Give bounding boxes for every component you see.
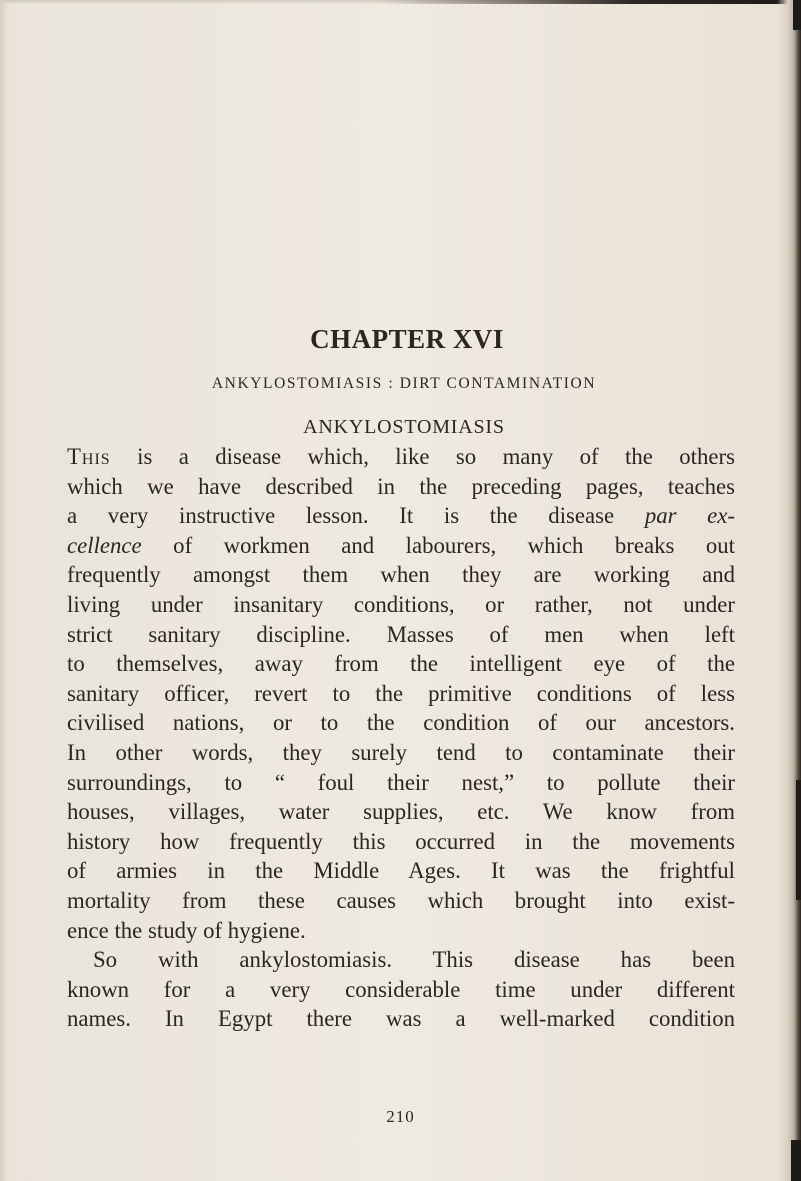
italic-phrase: par ex-: [644, 503, 736, 529]
text-line: mortality from these causes which brought into exist-: [67, 887, 735, 913]
text-line: In other words, they surely tend to contaminate their: [67, 739, 735, 765]
text-line: known for a very considerable time under different: [67, 976, 735, 1002]
text-line: which we have described in the preceding pages, teaches: [67, 473, 735, 499]
page-content: [67, 318, 735, 1034]
text-line: ence the study of hygiene.: [67, 917, 306, 943]
text-line: houses, villages, water supplies, etc. We know from: [67, 799, 735, 825]
page-number: 210: [386, 1107, 415, 1126]
text-line: sanitary officer, revert to the primitive conditions of less: [67, 680, 735, 706]
page-edge-mark: [796, 780, 801, 900]
body-paragraph: [67, 442, 735, 1034]
line-text: a very instructive lesson. It is the disease: [67, 503, 645, 529]
page-edge-mark: [793, 0, 801, 30]
chapter-title: CHAPTER XVI: [310, 324, 504, 354]
text-line: history how frequently this occurred in the movements: [67, 828, 735, 854]
page-edge-mark: [791, 1140, 801, 1181]
line-text: is a disease which, like so many of the others: [110, 444, 735, 469]
text-line: strict sanitary discipline. Masses of men when left: [67, 621, 735, 647]
text-line: civilised nations, or to the condition of our ancestors.: [67, 710, 735, 736]
text-line: [67, 531, 735, 561]
text-line: of armies in the Middle Ages. It was the frightful: [67, 858, 735, 884]
text-line: [67, 442, 735, 472]
line-text: of workmen and labourers, which breaks out: [141, 532, 735, 558]
text-line: [67, 501, 735, 531]
text-line: surroundings, to “ foul their nest,” to pollute their: [67, 769, 735, 795]
section-heading: ANKYLOSTOMIASIS: [303, 416, 505, 438]
text-line: So with ankylostomiasis. This disease has been: [93, 947, 735, 973]
text-line: frequently amongst them when they are working and: [67, 562, 735, 588]
chapter-subtitle: ANKYLOSTOMIASIS : DIRT CONTAMINATION: [211, 375, 597, 392]
page-left-edge: [0, 0, 8, 1181]
text-line: living under insanitary conditions, or rather, not under: [67, 591, 735, 617]
text-line: names. In Egypt there was a well-marked condition: [67, 1006, 735, 1032]
page-right-edge: [777, 0, 801, 1181]
first-word: This: [67, 444, 111, 469]
text-line: to themselves, away from the intelligent eye of the: [67, 651, 735, 677]
page-top-shadow: [381, 0, 801, 4]
italic-phrase-continued: cellence: [67, 532, 142, 558]
